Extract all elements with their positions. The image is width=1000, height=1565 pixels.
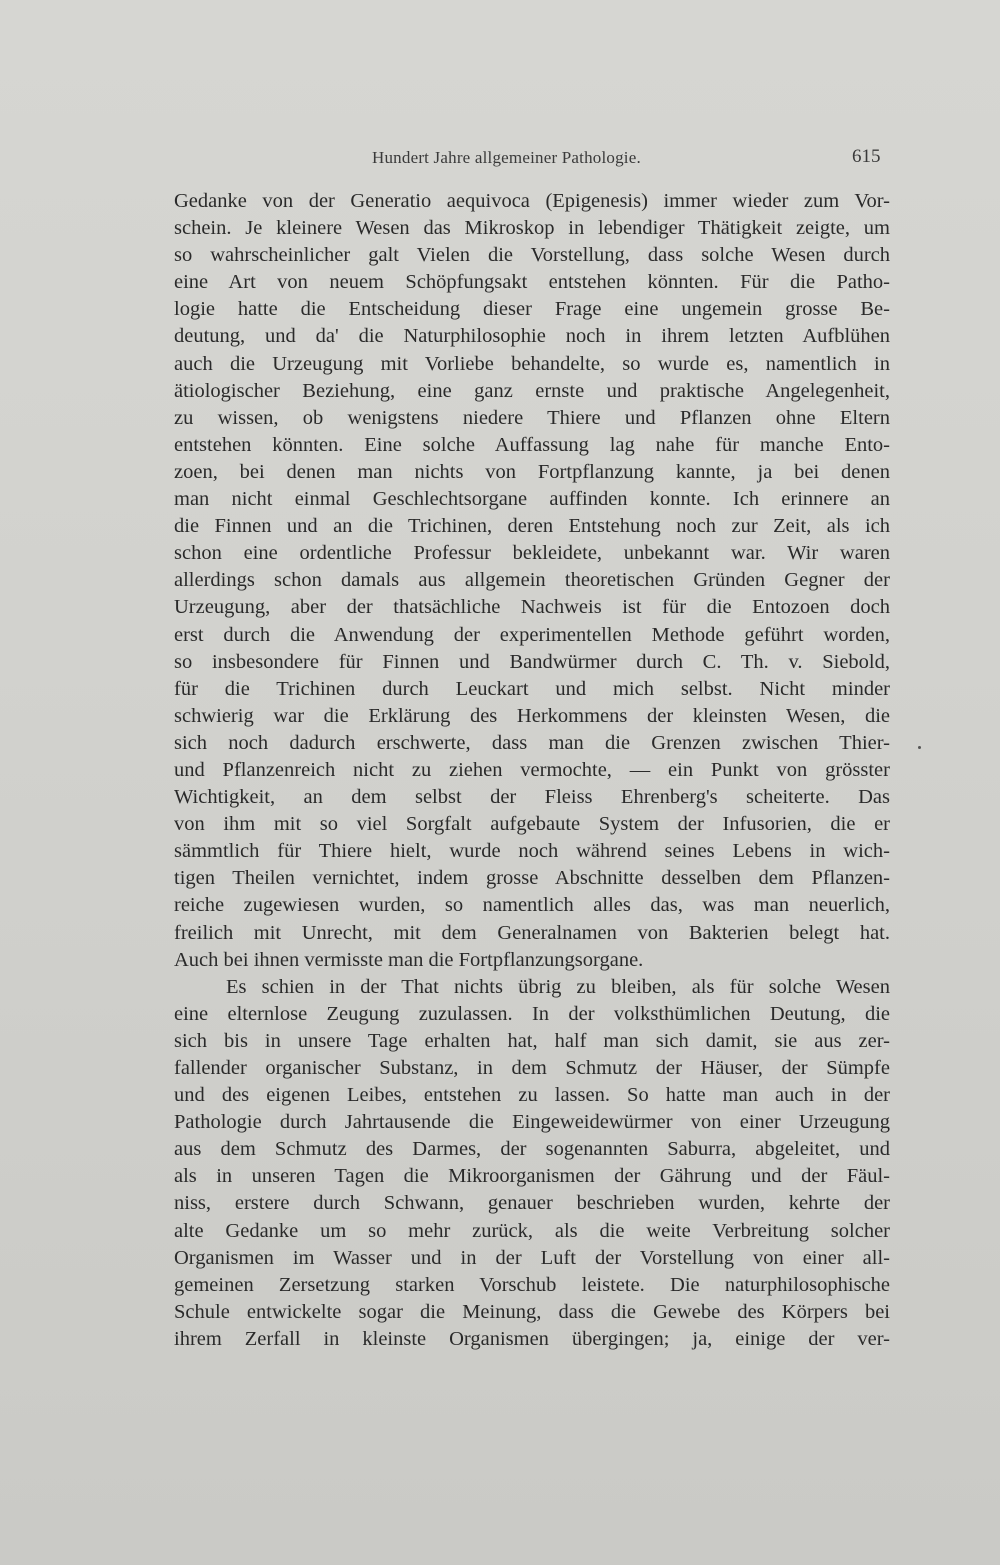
text-line: als in unseren Tagen die Mikroorganismen der Gährung und der Fäul-: [174, 1165, 890, 1188]
text-line: schon eine ordentliche Professur bekleidete, unbekannt war. Wir waren: [174, 542, 890, 565]
ink-speck: [918, 746, 921, 749]
text-line: man nicht einmal Geschlechtsorgane auffinden konnte. Ich erinnere an: [174, 488, 890, 511]
text-line: entstehen könnten. Eine solche Auffassung lag nahe für manche Ento-: [174, 433, 890, 456]
text-line: schwierig war die Erklärung des Herkommens der kleinsten Wesen, die: [174, 704, 890, 727]
text-line: von ihm mit so viel Sorgfalt aufgebaute System der Infusorien, die er: [174, 813, 890, 836]
text-line: ihrem Zerfall in kleinste Organismen übergingen; ja, einige der ver-: [174, 1327, 890, 1350]
text-line: so wahrscheinlicher galt Vielen die Vorstellung, dass solche Wesen durch: [174, 244, 890, 267]
paragraph-start-line: Es schien in der That nichts übrig zu bleiben, als für solche Wesen: [226, 975, 890, 998]
text-line: zu wissen, ob wenigstens niedere Thiere und Pflanzen ohne Eltern: [174, 406, 890, 429]
text-line: so insbesondere für Finnen und Bandwürmer durch C. Th. v. Siebold,: [174, 650, 890, 673]
text-line: niss, erstere durch Schwann, genauer beschrieben wurden, kehrte der: [174, 1192, 890, 1215]
text-line: eine elternlose Zeugung zuzulassen. In der volksthümlichen Deutung, die: [174, 1002, 890, 1025]
text-line: eine Art von neuem Schöpfungsakt entstehen könnten. Für die Patho-: [174, 271, 890, 294]
text-line: sich noch dadurch erschwerte, dass man die Grenzen zwischen Thier-: [174, 731, 890, 754]
text-line: Pathologie durch Jahrtausende die Eingeweidewürmer von einer Urzeugung: [174, 1111, 890, 1134]
text-line: Schule entwickelte sogar die Meinung, dass die Gewebe des Körpers bei: [174, 1300, 890, 1323]
body-text: [174, 188, 890, 1353]
text-line: allerdings schon damals aus allgemein theoretischen Gründen Gegner der: [174, 569, 890, 592]
text-line: und des eigenen Leibes, entstehen zu lassen. So hatte man auch in der: [174, 1084, 890, 1107]
text-line: schein. Je kleinere Wesen das Mikroskop in lebendiger Thätigkeit zeigte, um: [174, 217, 890, 240]
text-line: ätiologischer Beziehung, eine ganz ernste und praktische Angelegenheit,: [174, 379, 890, 402]
text-line: tigen Theilen vernichtet, indem grosse Abschnitte desselben dem Pflanzen-: [174, 867, 890, 890]
text-line: auch die Urzeugung mit Vorliebe behandelte, so wurde es, namentlich in: [174, 352, 890, 375]
text-line: sämmtlich für Thiere hielt, wurde noch während seines Lebens in wich-: [174, 840, 890, 863]
page-number: 615: [852, 146, 881, 167]
text-line: fallender organischer Substanz, in dem Schmutz der Häuser, der Sümpfe: [174, 1057, 890, 1079]
text-line: freilich mit Unrecht, mit dem Generalnamen von Bakterien belegt hat.: [174, 921, 890, 944]
text-line: deutung, und da' die Naturphilosophie noch in ihrem letzten Aufblühen: [174, 325, 890, 348]
text-line: die Finnen und an die Trichinen, deren Entstehung noch zur Zeit, als ich: [174, 515, 890, 538]
text-line: sich bis in unsere Tage erhalten hat, half man sich damit, sie aus zer-: [174, 1029, 890, 1052]
text-line: logie hatte die Entscheidung dieser Frage eine ungemein grosse Be-: [174, 298, 890, 321]
text-line: Wichtigkeit, an dem selbst der Fleiss Ehrenberg's scheiterte. Das: [174, 786, 890, 809]
text-line: aus dem Schmutz des Darmes, der sogenannten Saburra, abgeleitet, und: [174, 1138, 890, 1161]
running-title: Hundert Jahre allgemeiner Pathologie.: [372, 148, 641, 167]
text-line: zoen, bei denen man nichts von Fortpflanzung kannte, ja bei denen: [174, 460, 890, 483]
text-line: alte Gedanke um so mehr zurück, als die weite Verbreitung solcher: [174, 1219, 890, 1242]
text-line: Urzeugung, aber der thatsächliche Nachweis ist für die Entozoen doch: [174, 596, 890, 619]
paragraph-end-line: Auch bei ihnen vermisste man die Fortpflanzungsorgane.: [174, 948, 644, 971]
text-line: erst durch die Anwendung der experimentellen Methode geführt worden,: [174, 623, 890, 646]
text-line: für die Trichinen durch Leuckart und mich selbst. Nicht minder: [174, 677, 890, 700]
text-line: Gedanke von der Generatio aequivoca (Epigenesis) immer wieder zum Vor-: [174, 190, 890, 212]
text-line: Organismen im Wasser und in der Luft der Vorstellung von einer all-: [174, 1246, 890, 1269]
text-line: reiche zugewiesen wurden, so namentlich alles das, was man neuerlich,: [174, 894, 890, 917]
text-line: und Pflanzenreich nicht zu ziehen vermochte, — ein Punkt von grösster: [174, 758, 890, 781]
text-line: gemeinen Zersetzung starken Vorschub leistete. Die naturphilosophische: [174, 1273, 890, 1296]
